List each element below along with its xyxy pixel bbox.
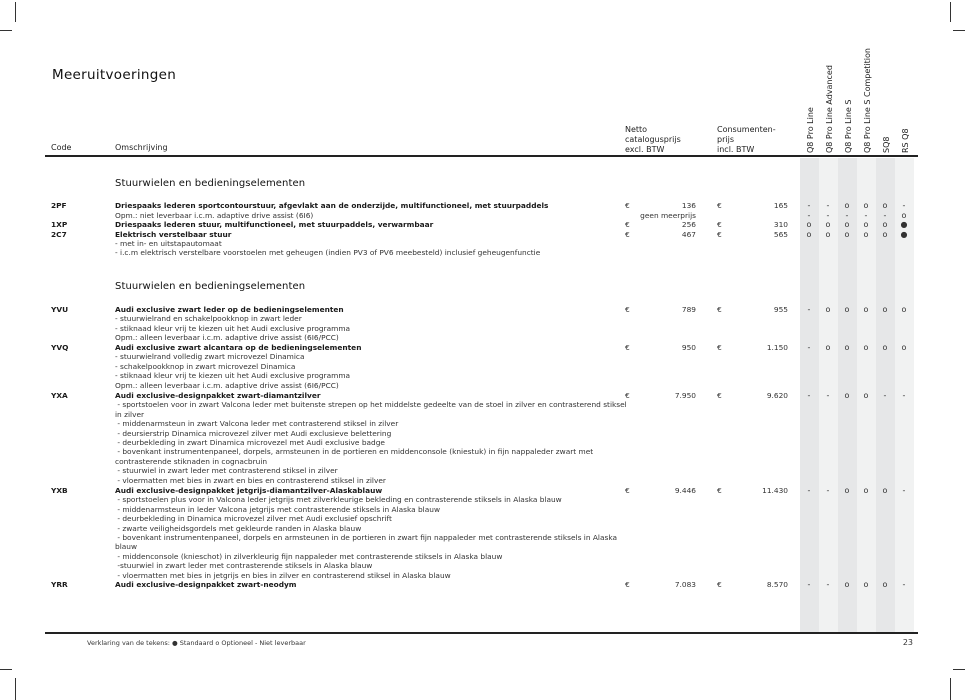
availability-mark: o — [882, 220, 888, 229]
currency-symbol: € — [717, 305, 722, 314]
consumer-price: 8.570 — [766, 580, 788, 589]
availability-mark: o — [825, 220, 831, 229]
section-title: Stuurwielen en bedieningselementen — [115, 281, 306, 292]
option-description — [115, 580, 605, 589]
option-detail-line: - deursierstrip Dinamica microvezel zilver met Audi exclusieve belettering — [115, 428, 392, 438]
option-title: Audi exclusive-designpakket zwart-neodym — [115, 580, 297, 589]
option-code: YVQ — [51, 343, 69, 352]
availability-mark: o — [844, 343, 850, 352]
availability-mark: o — [863, 580, 869, 589]
consumer-price: 11.430 — [762, 486, 788, 495]
section-title: Stuurwielen en bedieningselementen — [115, 178, 306, 189]
option-detail-line: contrasterende stiknaden in cognacbruin — [115, 456, 268, 466]
page-title: Meeruitvoeringen — [52, 67, 177, 83]
option-title: Audi exclusive zwart alcantara op de bedieningselementen — [115, 343, 362, 352]
currency-symbol: € — [625, 229, 630, 239]
currency-symbol: € — [717, 580, 722, 589]
crop-mark — [953, 30, 965, 31]
option-detail-line: Opm.: alleen leverbaar i.c.m. adaptive drive assist (6I6/PCC) — [115, 380, 339, 390]
availability-mark: o — [882, 580, 888, 589]
availability-mark: o — [844, 580, 850, 589]
option-code: YRR — [51, 580, 68, 589]
crop-mark — [0, 669, 12, 670]
availability-mark: - — [864, 210, 868, 220]
availability-mark: o — [882, 201, 888, 210]
currency-symbol: € — [625, 220, 630, 229]
option-detail-line: - middenarmsteun in zwart Valcona leder met contrasterend stiksel in zilver — [115, 419, 399, 429]
availability-mark: o — [844, 305, 850, 314]
availability-mark: o — [844, 220, 850, 229]
availability-mark: o — [882, 229, 888, 239]
crop-mark — [953, 669, 965, 670]
availability-mark: o — [863, 391, 869, 400]
option-title: Elektrisch verstelbaar stuur — [115, 229, 232, 239]
currency-symbol: € — [717, 220, 722, 229]
option-detail-line: - bovenkant instrumentenpaneel, dorpels, armsteunen in de portieren en middenconsole (kniestuk) in fijn nappaleder zwart met — [115, 447, 594, 457]
currency-symbol: € — [625, 391, 630, 400]
option-code: YXA — [51, 391, 68, 400]
option-description — [115, 486, 618, 580]
consumer-price: 310 — [773, 220, 788, 229]
option-code: 2PF — [51, 201, 67, 210]
option-detail-line: - i.c.m elektrisch verstelbare voorstoelen met geheugen (indien PV3 of PV6 meebesteld) inclusief geheugenfunctie — [115, 248, 541, 258]
availability-mark: o — [825, 305, 831, 314]
availability-mark: o — [863, 220, 869, 229]
header-model: Q8 Pro Line S Competition — [863, 48, 872, 153]
availability-mark: - — [807, 580, 811, 589]
option-detail-line: - met in- en uitstapautomaat — [115, 238, 222, 248]
option-description — [115, 230, 605, 258]
option-detail-line: blauw — [115, 542, 138, 552]
availability-mark: - — [807, 391, 811, 400]
option-code: 1XP — [51, 220, 68, 229]
option-detail-line: -stuurwiel in zwart leder met contrasterende stiksels in Alaska blauw — [115, 561, 373, 571]
option-detail-line: - sportstoelen plus voor in Valcona leder jetgrijs met zilverkleurige bekleding en contrasterende stiksels in Alaska blauw — [115, 495, 562, 505]
availability-mark: o — [825, 229, 831, 239]
net-price: 256 — [681, 220, 696, 229]
header-model: Q8 Pro Line S — [844, 99, 853, 153]
availability-mark: o — [863, 305, 869, 314]
consumer-price: 165 — [773, 201, 788, 210]
currency-symbol: € — [625, 343, 630, 352]
availability-mark: - — [902, 201, 906, 210]
availability-mark: o — [882, 486, 888, 495]
option-title: Driespaaks lederen stuur, multifunctioneel, met stuurpaddels, verwarmbaar — [115, 220, 434, 229]
option-description — [115, 220, 605, 229]
net-price: 136 — [681, 201, 696, 210]
availability-mark: o — [901, 343, 907, 352]
net-price-note: geen meerprijs — [640, 210, 696, 220]
option-detail-line: - middenarmsteun in leder Valcona jetgrijs met contrasterende stiksels in Alaska blauw — [115, 504, 440, 514]
net-price: 9.446 — [674, 486, 696, 495]
option-code: YXB — [51, 486, 68, 495]
currency-symbol: € — [717, 343, 722, 352]
currency-symbol: € — [717, 486, 722, 495]
availability-mark: o — [844, 391, 850, 400]
option-title: Audi exclusive-designpakket zwart-diamantzilver — [115, 391, 321, 400]
header-net-price: Netto catalogusprijs excl. BTW — [625, 125, 681, 154]
availability-mark: - — [807, 343, 811, 352]
availability-mark: - — [826, 210, 830, 220]
availability-mark: o — [882, 343, 888, 352]
option-detail-line: - deurbekleding in zwart Dinamica microvezel met Audi exclusive badge — [115, 438, 385, 448]
consumer-price: 9.620 — [766, 391, 788, 400]
net-price: 7.950 — [674, 391, 696, 400]
availability-mark: - — [826, 201, 830, 210]
option-description — [115, 211, 605, 220]
option-detail-line: - stuurwielrand en schakelpookknop in zwart leder — [115, 314, 302, 324]
crop-mark — [950, 678, 951, 700]
availability-mark: - — [883, 210, 887, 220]
currency-symbol: € — [717, 391, 722, 400]
currency-symbol: € — [717, 229, 722, 239]
availability-mark: - — [845, 210, 849, 220]
availability-mark: o — [844, 201, 850, 210]
availability-mark: - — [807, 201, 811, 210]
consumer-price: 955 — [773, 305, 788, 314]
header-code: Code — [51, 143, 72, 152]
header-description: Omschrijving — [115, 143, 168, 152]
net-price: 950 — [681, 343, 696, 352]
currency-symbol: € — [625, 201, 630, 210]
crop-mark — [0, 30, 12, 31]
availability-mark: - — [883, 391, 887, 400]
option-description — [115, 391, 627, 485]
availability-mark: - — [826, 486, 830, 495]
consumer-price: 1.150 — [766, 343, 788, 352]
availability-mark: ● — [900, 229, 908, 239]
option-detail-line: Opm.: niet leverbaar i.c.m. adaptive drive assist (6I6) — [115, 210, 314, 220]
option-detail-line: - middenconsole (knieschot) in zilverkleurig fijn nappaleder met contrasterende stiksels in Alaska blauw — [115, 551, 503, 561]
availability-mark: o — [901, 210, 907, 220]
option-detail-line: in zilver — [115, 409, 145, 419]
availability-mark: o — [863, 343, 869, 352]
option-description — [115, 201, 605, 210]
consumer-price: 565 — [773, 229, 788, 239]
availability-mark: - — [902, 391, 906, 400]
option-detail-line: - sportstoelen voor in zwart Valcona leder met buitenste strepen op het middelste gedeelte van de stoel in zilver en contrasterend stiksel — [115, 400, 627, 410]
header-model: Q8 Pro Line — [806, 107, 815, 153]
header-model: SQ8 — [882, 136, 891, 153]
availability-mark: o — [844, 229, 850, 239]
option-detail-line: - stiknaad kleur vrij te kiezen uit het Audi exclusive programma — [115, 323, 351, 333]
header-model: Q8 Pro Line Advanced — [825, 65, 834, 153]
header-model: RS Q8 — [901, 128, 910, 153]
header-consumer-price: Consumenten- prijs incl. BTW — [717, 125, 776, 154]
footer-divider — [45, 632, 918, 634]
option-code: 2C7 — [51, 229, 67, 239]
availability-mark: - — [807, 305, 811, 314]
net-price: 467 — [681, 229, 696, 239]
option-description — [115, 343, 605, 390]
availability-mark: o — [901, 305, 907, 314]
availability-mark: - — [826, 580, 830, 589]
availability-mark: o — [844, 486, 850, 495]
availability-mark: o — [825, 343, 831, 352]
availability-mark: - — [902, 580, 906, 589]
legend: Verklaring van de tekens: ● Standaard o Optioneel - Niet leverbaar — [87, 639, 306, 647]
availability-mark: o — [806, 220, 812, 229]
currency-symbol: € — [625, 580, 630, 589]
availability-mark: o — [863, 229, 869, 239]
option-code: YVU — [51, 305, 69, 314]
page-number: 23 — [902, 638, 913, 647]
option-detail-line: - bovenkant instrumentenpaneel, dorpels en armsteunen in de portieren in zwart fijn nappaleder met contrasterende stiksels in Alaska — [115, 533, 618, 543]
currency-symbol: € — [625, 486, 630, 495]
crop-mark — [15, 2, 16, 22]
header-divider — [45, 155, 918, 157]
availability-mark: - — [807, 210, 811, 220]
availability-mark: - — [807, 486, 811, 495]
net-price: 789 — [681, 305, 696, 314]
crop-mark — [950, 2, 951, 22]
availability-mark: o — [863, 486, 869, 495]
option-detail-line: - vloermatten met bies in jetgrijs en bies in zilver en contrasterend stiksel in Alaska blauw — [115, 570, 451, 580]
option-detail-line: - stuurwiel in zwart leder met contrasterend stiksel in zilver — [115, 466, 338, 476]
availability-mark: - — [902, 486, 906, 495]
currency-symbol: € — [625, 305, 630, 314]
option-description — [115, 305, 605, 343]
option-detail-line: Opm.: alleen leverbaar i.c.m. adaptive drive assist (6I6/PCC) — [115, 333, 339, 343]
option-title: Audi exclusive-designpakket jetgrijs-diamantzilver-Alaskablauw — [115, 486, 383, 495]
availability-mark: ● — [900, 220, 908, 229]
availability-mark: - — [826, 391, 830, 400]
availability-mark: o — [806, 229, 812, 239]
availability-mark: o — [863, 201, 869, 210]
currency-symbol: € — [717, 201, 722, 210]
crop-mark — [15, 678, 16, 700]
availability-mark: o — [882, 305, 888, 314]
option-detail-line: - stiknaad kleur vrij te kiezen uit het Audi exclusive programma — [115, 371, 351, 381]
option-detail-line: - schakelpookknop in zwart microvezel Dinamica — [115, 361, 296, 371]
option-detail-line: - deurbekleding in Dinamica microvezel zilver met Audi exclusief opschrift — [115, 514, 392, 524]
net-price: 7.083 — [674, 580, 696, 589]
option-title: Audi exclusive zwart leder op de bedieningselementen — [115, 305, 344, 314]
option-detail-line: - zwarte veiligheidsgordels met gekleurde randen in Alaska blauw — [115, 523, 362, 533]
option-detail-line: - stuurwielrand volledig zwart microvezel Dinamica — [115, 352, 305, 362]
option-title: Driespaaks lederen sportcontourstuur, afgevlakt aan de onderzijde, multifunctioneel, met stuurpaddels — [115, 201, 549, 210]
option-detail-line: - vloermatten met bies in zwart en bies en contrasterend stiksel in zilver — [115, 475, 386, 485]
